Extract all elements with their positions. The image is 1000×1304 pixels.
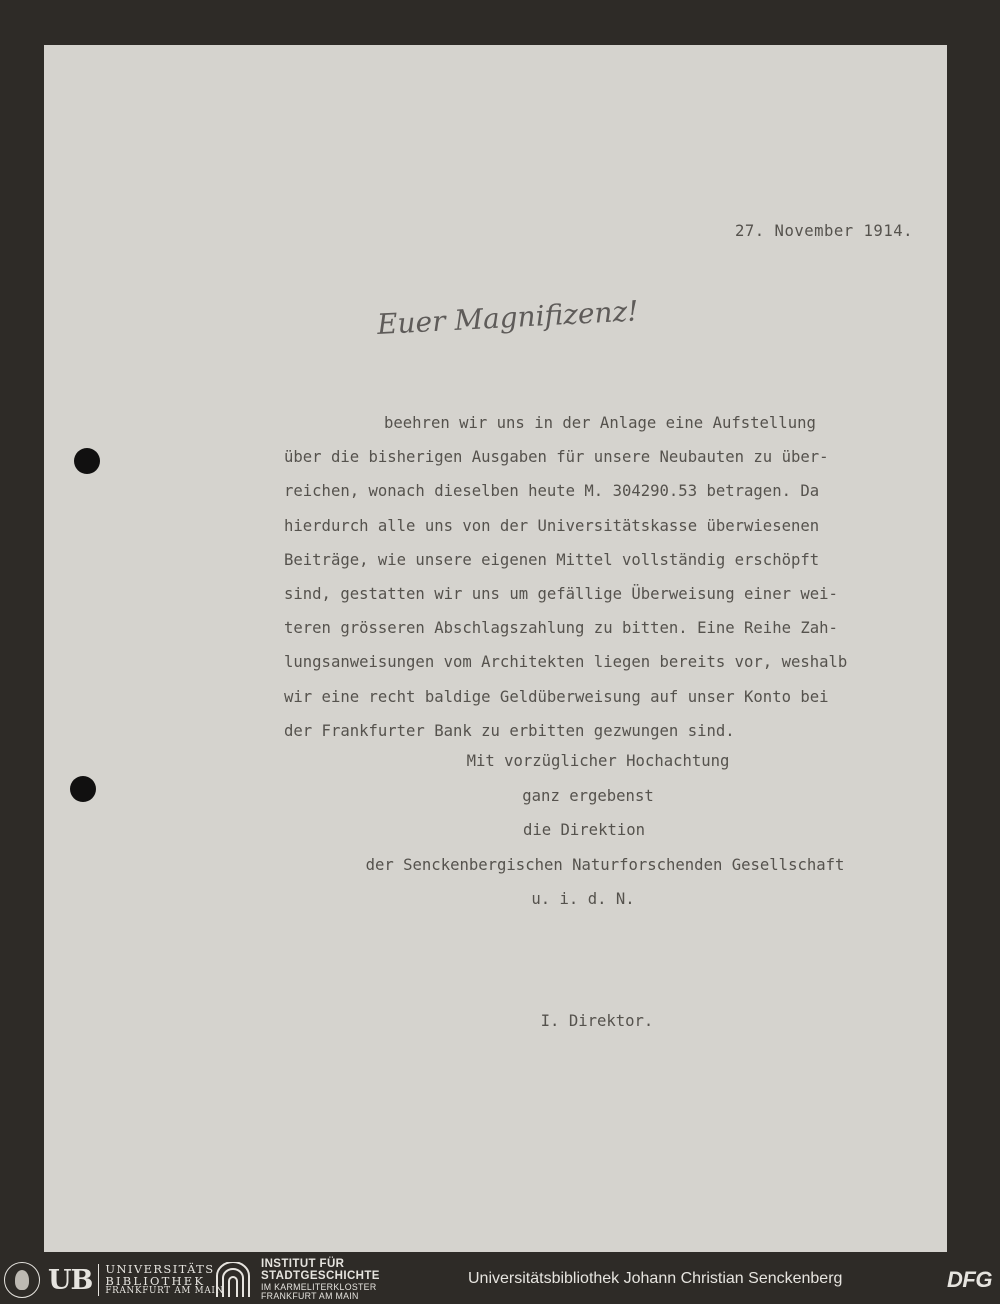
- ub-line: FRANKFURT AM MAIN: [105, 1286, 224, 1297]
- ub-mark: UB: [48, 1264, 93, 1296]
- closing-line: Mit vorzüglicher Hochachtung: [466, 752, 730, 770]
- letter-body: [284, 406, 847, 748]
- body-line: über die bisherigen Ausgaben für unsere Neubauten zu über-: [284, 448, 829, 467]
- closing-line: die Direktion: [522, 821, 646, 839]
- handwritten-salutation: Euer Magnifizenz!: [376, 294, 640, 341]
- isg-line: IM KARMELITERKLOSTER: [261, 1281, 377, 1292]
- isg-logo[interactable]: [214, 1258, 380, 1301]
- ub-line: UNIVERSITÄTS: [105, 1262, 215, 1277]
- ub-logo[interactable]: [4, 1261, 224, 1299]
- ub-wordmark: [105, 1263, 224, 1296]
- body-line: teren grösseren Abschlagszahlung zu bitten. Eine Reihe Zah-: [284, 619, 838, 638]
- isg-line: STADTGESCHICHTE: [261, 1270, 380, 1283]
- body-line: wir eine recht baldige Geldüberweisung auf unser Konto bei: [284, 687, 829, 706]
- isg-line: INSTITUT FÜR: [261, 1258, 345, 1271]
- arch-icon: [214, 1262, 252, 1298]
- body-line: beehren wir uns in der Anlage eine Aufstellung: [384, 414, 816, 432]
- dfg-logo[interactable]: DFG: [947, 1267, 992, 1292]
- logo-divider: [98, 1264, 99, 1296]
- body-line: sind, gestatten wir uns um gefällige Überweisung einer wei-: [284, 584, 838, 603]
- body-line: hierdurch alle uns von der Universitätskasse überwiesenen: [284, 516, 820, 535]
- closing-line: u. i. d. N.: [531, 890, 635, 908]
- body-line: der Frankfurter Bank zu erbitten gezwungen sind.: [284, 721, 735, 740]
- letter-date: 27. November 1914.: [735, 222, 913, 240]
- library-caption[interactable]: Universitätsbibliothek Johann Christian Senckenberg: [468, 1270, 843, 1287]
- footer-bar: [0, 1255, 1000, 1304]
- body-line: lungsanweisungen vom Architekten liegen bereits vor, weshalb: [284, 653, 848, 672]
- punch-hole-top: [74, 448, 100, 474]
- body-line: reichen, wonach dieselben heute M. 304290.53 betragen. Da: [284, 482, 820, 501]
- signatory-title: I. Direktor.: [540, 1012, 654, 1030]
- ub-line: BIBLIOTHEK: [105, 1274, 206, 1289]
- isg-line: FRANKFURT AM MAIN: [261, 1290, 359, 1301]
- closing-line: der Senckenbergischen Naturforschenden Gesellschaft: [365, 856, 845, 874]
- closing-line: ganz ergebenst: [522, 787, 654, 805]
- body-line: Beiträge, wie unsere eigenen Mittel vollständig erschöpft: [284, 550, 820, 569]
- portrait-seal-icon: [4, 1262, 40, 1298]
- isg-wordmark: [261, 1259, 380, 1300]
